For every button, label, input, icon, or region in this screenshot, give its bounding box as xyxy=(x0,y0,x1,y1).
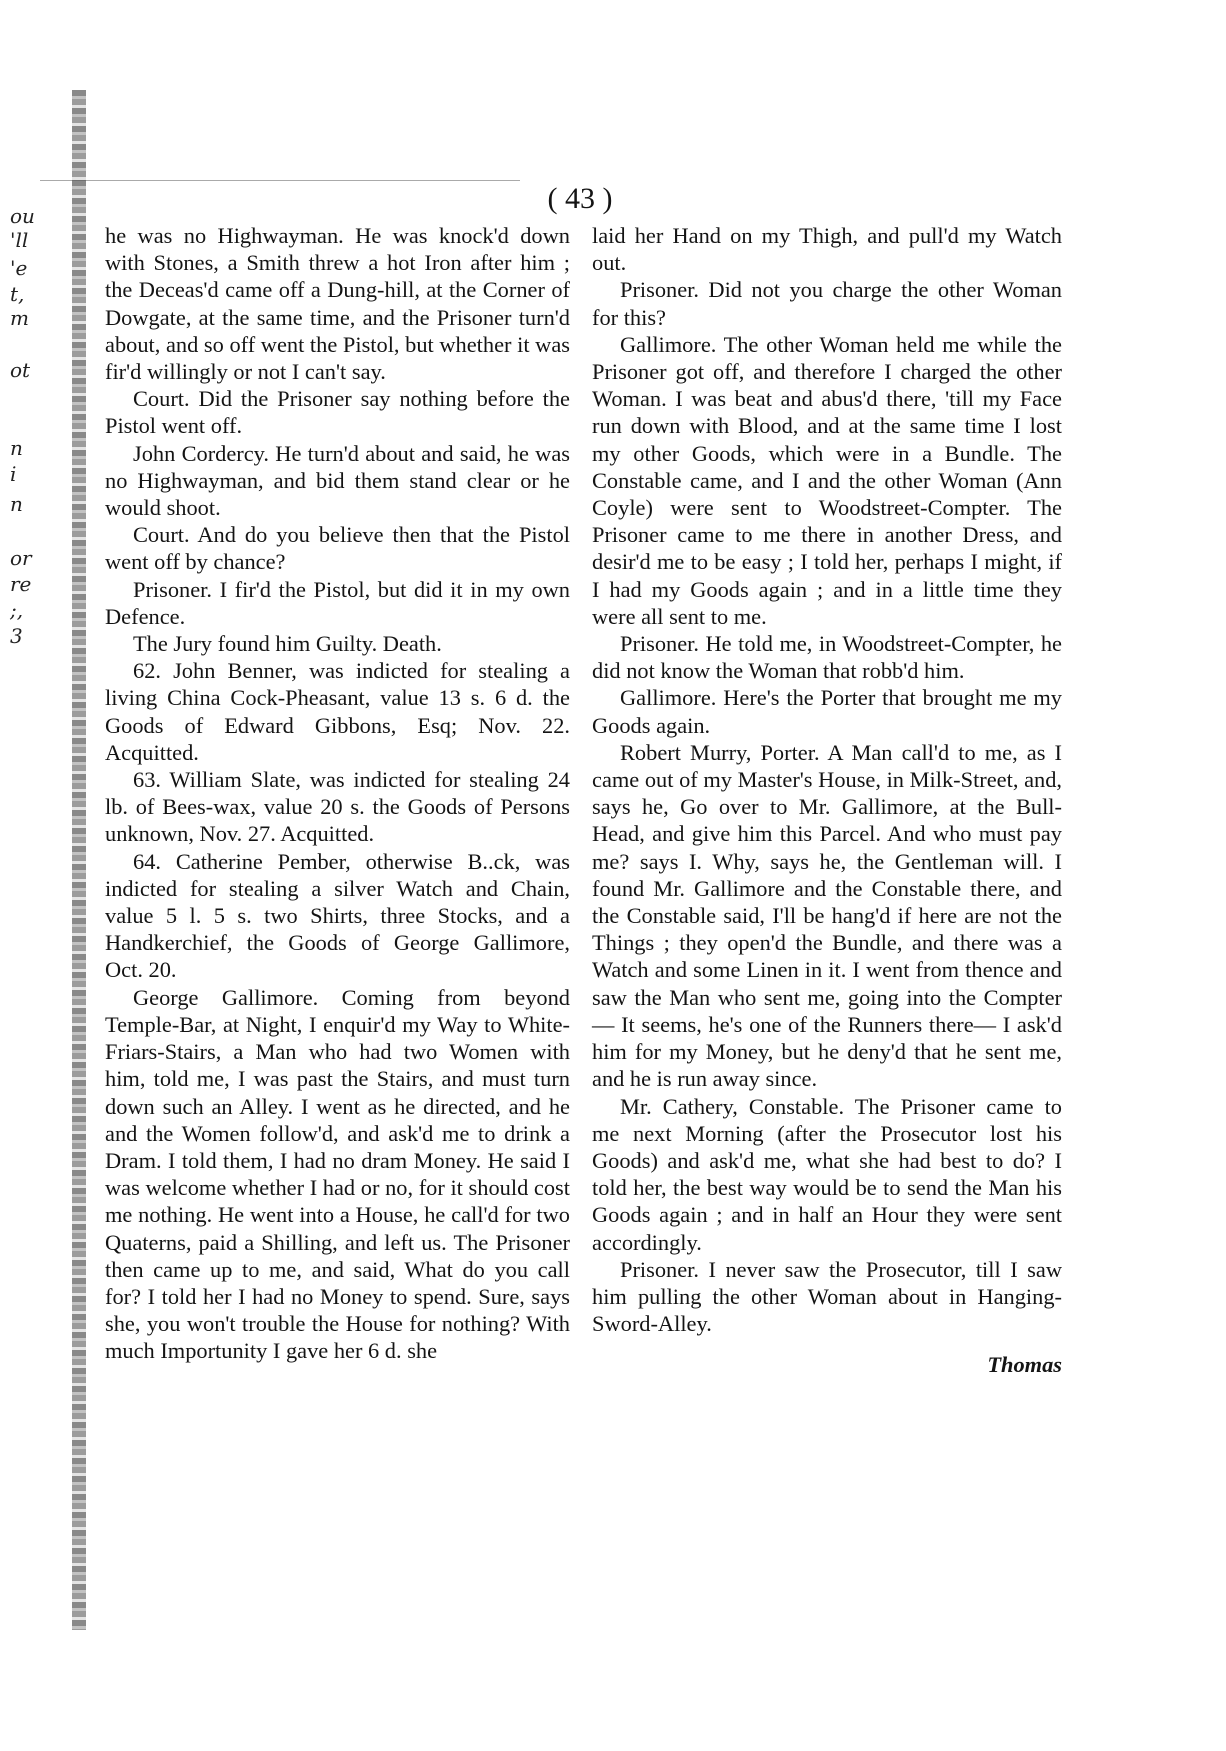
gutter-fragment: 'll xyxy=(10,228,29,252)
catchword: Thomas xyxy=(987,1352,1062,1378)
verdict-line: The Jury found him Guilty. Death. xyxy=(133,631,442,657)
testimony-paragraph: George Gallimore. Coming from beyond Temple-Bar, at Night, I enquir'd my Way to White-Friars-Stairs, a Man who had two Women with him, told me, I was past the Stairs, and must turn down such an Alley. I went as he directed, and he and the Women follow'd, and ask'd me to drink a Dram. I told them, I had no dram Money. He said I was welcome whether I had or no, for it should cost me nothing. He went into a House, he call'd for two Quaterns, paid a Shilling, and left us. The Prisoner then came up to me, and said, What do you call for? I told her I had no Money to spend. Sure, says she, you won't trouble the House for nothing? With much Importunity I gave her 6 d. she xyxy=(105,984,570,1364)
testimony-paragraph: Mr. Cathery, Constable. The Prisoner came to me next Morning (after the Prosecutor lost his Goods) and ask'd me, what she had best to do? I told her, the best way would be to send the Man his Goods again ; and in half an Hour they were sent accordingly. xyxy=(592,1093,1062,1255)
testimony-paragraph: Gallimore. The other Woman held me while the Prisoner got off, and therefore I charged the other Woman. I was beat and abus'd there, 'till my Face run down with Blood, and at the same time I lost my other Goods, which were in a Bundle. The Constable came, and I and the other Woman (Ann Coyle) were sent to Woodstreet-Compter. The Prisoner came to me there in another Dress, and desir'd me to be easy ; I told her, perhaps I might, if I had my Goods again ; and in a little time they were all sent to me. xyxy=(592,331,1062,629)
gutter-fragment: t, xyxy=(10,282,25,306)
case-entry: 62. John Benner, was indicted for stealing a living China Cock-Pheasant, value 13 s. 6 d. the Goods of Edward Gibbons, Esq; Nov. 22. Acquitted. xyxy=(105,658,570,765)
gutter-fragment: m xyxy=(10,306,29,330)
left-column xyxy=(105,222,570,1365)
testimony-paragraph: Gallimore. Here's the Porter that brought me my Goods again. xyxy=(592,685,1062,738)
testimony-paragraph: Prisoner. He told me, in Woodstreet-Compter, he did not know the Woman that robb'd him. xyxy=(592,631,1062,684)
testimony-paragraph: Prisoner. Did not you charge the other Woman for this? xyxy=(592,277,1062,330)
gutter-fragment: ;, xyxy=(10,598,24,622)
gutter-fragment: 'e xyxy=(10,256,28,280)
gutter-fragment: or xyxy=(10,546,32,570)
paragraph-continuation: he was no Highwayman. He was knock'd down with Stones, a Smith threw a hot Iron after him ; the Deceas'd came off a Dung-hill, at the Corner of Dowgate, at the same time, and the Prisoner turn'd about, and so off went the Pistol, but whether it was fir'd willingly or not I can't say. xyxy=(105,223,570,385)
gutter-fragment: ot xyxy=(10,358,31,382)
testimony-paragraph: Prisoner. I never saw the Prosecutor, till I saw him pulling the other Woman about in Hanging-Sword-Alley. xyxy=(592,1256,1062,1337)
gutter-fragment: i xyxy=(10,462,17,486)
gutter-fragment: re xyxy=(10,572,32,596)
testimony-paragraph: Court. Did the Prisoner say nothing before the Pistol went off. xyxy=(105,386,570,439)
testimony-paragraph: Prisoner. I fir'd the Pistol, but did it in my own Defence. xyxy=(105,576,570,629)
top-rule xyxy=(40,180,520,181)
case-entry: 63. William Slate, was indicted for stealing 24 lb. of Bees-wax, value 20 s. the Goods of Persons unknown, Nov. 27. Acquitted. xyxy=(105,767,570,847)
testimony-paragraph: John Cordercy. He turn'd about and said, he was no Highwayman, and bid them stand clear or he would shoot. xyxy=(105,440,570,521)
gutter-fragment: n xyxy=(10,436,23,460)
left-margin-fragments xyxy=(0,200,46,1500)
gutter-fragment: n xyxy=(10,492,23,516)
testimony-paragraph: Court. And do you believe then that the Pistol went off by chance? xyxy=(105,522,570,575)
gutter-fragment: ou xyxy=(10,204,35,228)
binding-gutter-shadow xyxy=(72,90,86,1630)
right-column xyxy=(592,222,1062,1379)
case-entry: 64. Catherine Pember, otherwise B..ck, was indicted for stealing a silver Watch and Chain, value 5 l. 5 s. two Shirts, three Stocks, and a Handkerchief, the Goods of George Gallimore, Oct. 20. xyxy=(105,848,570,983)
page-number: ( 43 ) xyxy=(547,182,613,215)
paragraph-continuation: laid her Hand on my Thigh, and pull'd my Watch out. xyxy=(592,223,1062,276)
gutter-fragment: 3 xyxy=(10,624,23,648)
testimony-paragraph: Robert Murry, Porter. A Man call'd to me, as I came out of my Master's House, in Milk-Street, and, says he, Go over to Mr. Gallimore, at the Bull-Head, and give him this Parcel. And who must pay me? says I. Why, says he, the Gentleman will. I found Mr. Gallimore and the Constable there, and the Constable said, I'll be hang'd if here are not the Things ; they open'd the Bundle, and there was a Watch and some Linen in it. I went from thence and saw the Man who sent me, going into the Compter— It seems, he's one of the Runners there— I ask'd him for my Money, but he deny'd that he sent me, and he is run away since. xyxy=(592,739,1062,1092)
